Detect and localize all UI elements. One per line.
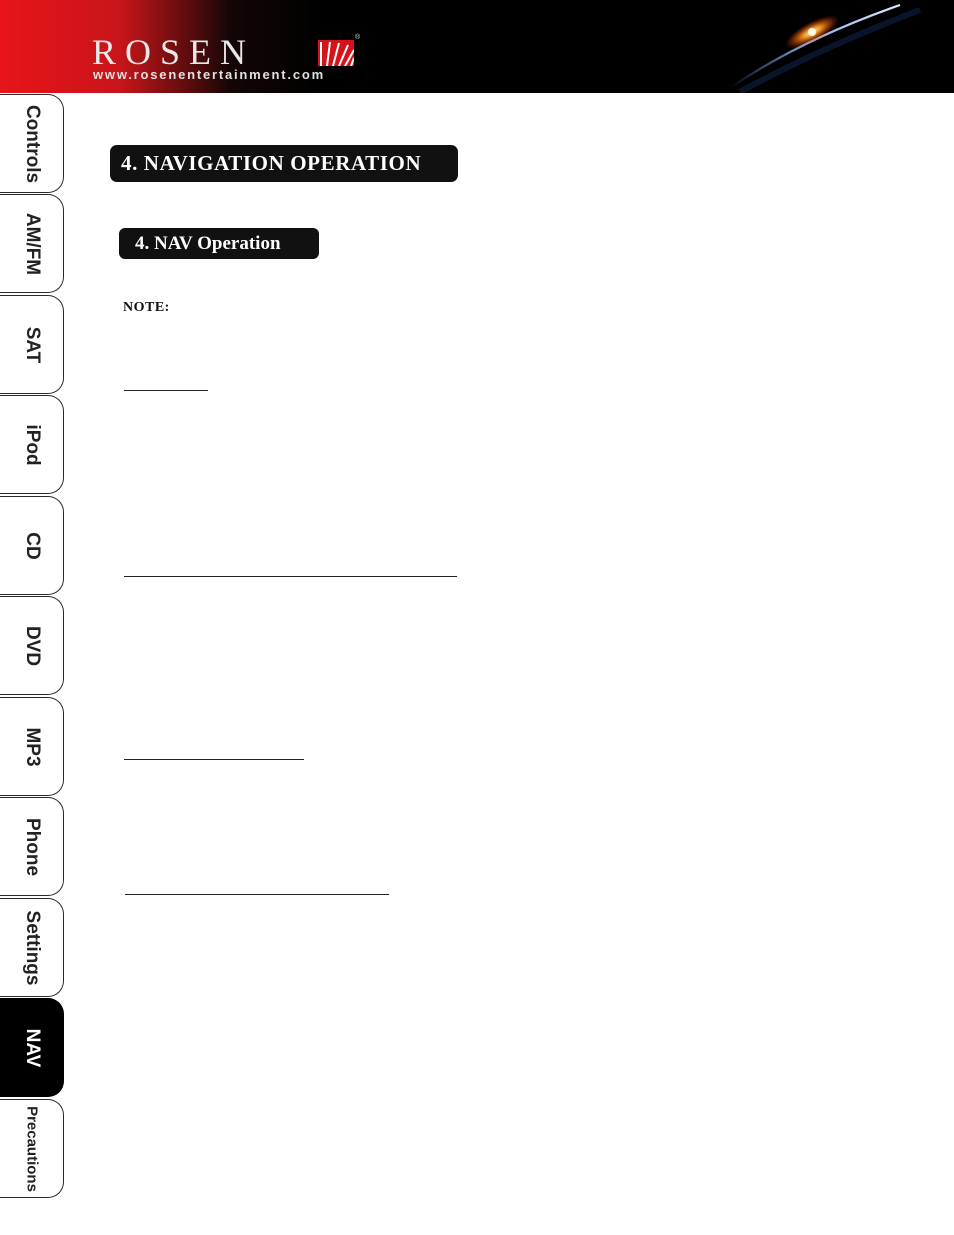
sub-section-title: 4. NAV Operation bbox=[119, 228, 319, 259]
tab-label: DVD bbox=[21, 625, 43, 666]
brand-url: www.rosenentertainment.com bbox=[93, 67, 325, 82]
tab-nav[interactable] bbox=[0, 998, 64, 1097]
heading-underline bbox=[125, 894, 389, 895]
tab-label: Controls bbox=[21, 104, 43, 183]
heading-underline bbox=[124, 576, 457, 577]
tab-label: NAV bbox=[21, 1028, 43, 1067]
tab-label: Settings bbox=[21, 910, 43, 985]
tab-ipod[interactable] bbox=[0, 395, 64, 494]
tab-dvd[interactable] bbox=[0, 596, 64, 695]
tab-label: SAT bbox=[21, 326, 43, 363]
tab-phone[interactable] bbox=[0, 797, 64, 896]
tab-sat[interactable] bbox=[0, 295, 64, 394]
tab-label: iPod bbox=[21, 423, 43, 466]
tab-precautions[interactable] bbox=[0, 1099, 64, 1198]
tab-am-fm[interactable] bbox=[0, 194, 64, 293]
tab-label: CD bbox=[21, 531, 43, 560]
tab-mp3[interactable] bbox=[0, 697, 64, 796]
tab-controls[interactable] bbox=[0, 94, 64, 193]
tab-label: Precautions bbox=[23, 1105, 40, 1192]
brand-name: ROSEN bbox=[92, 32, 256, 72]
tab-settings[interactable] bbox=[0, 898, 64, 997]
heading-underline bbox=[124, 390, 208, 391]
registered-mark: ® bbox=[355, 34, 361, 41]
tab-label: Phone bbox=[21, 817, 43, 876]
rosen-logo-icon bbox=[318, 40, 354, 66]
page-header bbox=[0, 0, 954, 93]
tab-label: MP3 bbox=[21, 726, 43, 767]
heading-underline bbox=[124, 759, 304, 760]
note-label: NOTE: bbox=[123, 300, 170, 315]
tab-cd[interactable] bbox=[0, 496, 64, 595]
section-title: 4. NAVIGATION OPERATION bbox=[110, 145, 458, 182]
tab-label: AM/FM bbox=[21, 212, 43, 275]
